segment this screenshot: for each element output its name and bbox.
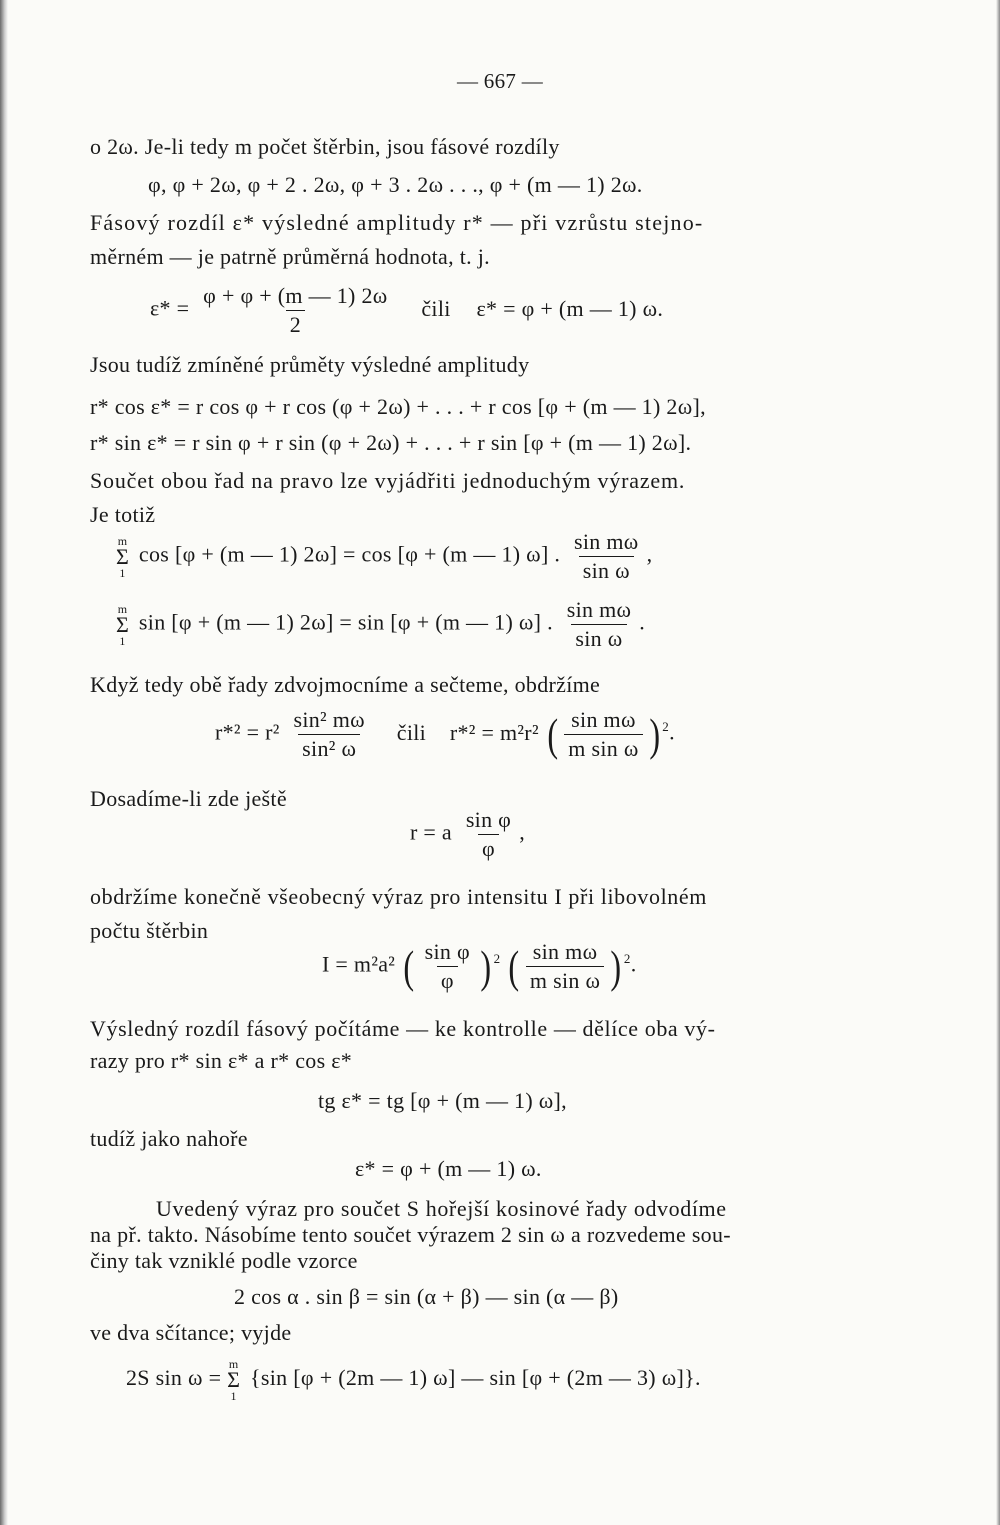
- equation-product-formula: 2 cos α . sin β = sin (α + β) — sin (α — β): [234, 1284, 619, 1309]
- text-line-10: Když tedy obě řady zdvojmocníme a sečteme, obdržíme: [90, 672, 601, 697]
- eq1-numerator: φ + φ + (m — 1) 2ω: [203, 283, 388, 308]
- text-line-1: o 2ω. Je-li tedy m počet štěrbin, jsou fásové rozdíly: [90, 134, 560, 159]
- equation-epsilon: [150, 284, 663, 337]
- text-line-9: Je totiž: [90, 502, 156, 527]
- eq4-paren: ( $\frac{\text{sin mω}}{\text{m sin ω}}$ ): [547, 707, 660, 761]
- cos-projection: r* cos ε* = r cos φ + r cos (φ + 2ω) + . . . + r cos [φ + (m — 1) 2ω],: [90, 394, 706, 419]
- text-line-16: tudíž jako nahoře: [90, 1126, 248, 1151]
- sin-projection: r* sin ε* = r sin φ + r sin (φ + 2ω) + . . . + r sin [φ + (m — 1) 2ω].: [90, 430, 692, 455]
- text-line-3: Fásový rozdíl ε* výsledné amplitudy r* — při vzrůstu stejno-: [90, 210, 704, 235]
- text-line-15: razy pro r* sin ε* a r* cos ε*: [90, 1048, 353, 1073]
- eq1-lhs: ε* =: [150, 295, 190, 321]
- equation-sin-sum: m Σ 1 sin [φ + (m — 1) 2ω] = sin [φ + (m — 1) ω] . $\frac{\text{sin mω}}{\text{sin ω}}$ .: [116, 597, 646, 651]
- equation-2s-sin: 2S sin ω = m Σ 1 {sin [φ + (2m — 1) ω] — sin [φ + (2m — 3) ω]}.: [126, 1357, 701, 1403]
- text-line-20: ve dva sčítance; vyjde: [90, 1320, 292, 1345]
- text-line-18: na př. takto. Násobíme tento součet výrazem 2 sin ω a rozvedeme sou-: [90, 1222, 731, 1247]
- eq1-rhs: ε* = φ + (m — 1) ω.: [476, 295, 664, 321]
- text-line-11: Dosadíme-li zde ještě: [90, 786, 287, 811]
- eq3-fraction: $\frac{\text{sin mω}}{\text{sin ω}}$: [566, 597, 632, 651]
- equation-epsilon-check: ε* = φ + (m — 1) ω.: [355, 1156, 542, 1181]
- text-line-14: Výsledný rozdíl fásový počítáme — ke kontrolle — dělíce oba vý-: [90, 1016, 716, 1041]
- equation-tangent: tg ε* = tg [φ + (m — 1) ω],: [318, 1088, 567, 1113]
- eq1-denominator: 2: [286, 310, 305, 337]
- eq4-fraction: $\frac{\text{sin² mω}}{\text{sin² ω}}$: [293, 707, 365, 761]
- equation-cos-sum: m Σ 1 cos [φ + (m — 1) 2ω] = cos [φ + (m — 1) ω] . $\frac{\text{sin mω}}{\text{sin ω}}$ ,: [116, 529, 653, 583]
- sum-symbol: m Σ 1: [116, 533, 130, 580]
- sum-symbol: m Σ 1: [116, 601, 130, 648]
- equation-r-squared: r*² = r² $\frac{\text{sin² mω}}{\text{sin² ω}}$ čili r*² = m²r² ( $\frac{\text{sin mω}}{\text{m sin ω}}$ ) $^2$.: [215, 707, 675, 761]
- page-edge-shadow: [0, 0, 8, 1525]
- eq1-cili: čili: [421, 295, 451, 321]
- text-line-8: Součet obou řad na pravo lze vyjádřiti jednoduchým výrazem.: [90, 468, 686, 493]
- text-line-13: počtu štěrbin: [90, 918, 209, 943]
- eq3-left: sin [φ + (m — 1) 2ω] = sin [φ + (m — 1) ω] .: [138, 609, 553, 635]
- sum-symbol: m Σ 1: [227, 1357, 241, 1403]
- eq1-fraction: [199, 284, 391, 337]
- text-line-5: Jsou tudíž zmíněné průměty výsledné amplitudy: [90, 352, 530, 377]
- text-line-12: obdržíme konečně všeobecný výraz pro intensitu I při libovolném: [90, 884, 707, 909]
- equation-intensity: I = m²a² ( $\frac{\text{sin φ}}{\varphi}$ ) $^2$ ( $\frac{\text{sin mω}}{\text{m sin ω}}$ ) $^2$.: [322, 939, 637, 993]
- text-line-4: měrném — je patrně průměrná hodnota, t. j.: [90, 244, 490, 269]
- page-edge-right: [996, 0, 1000, 1525]
- eq2-left: cos [φ + (m — 1) 2ω] = cos [φ + (m — 1) ω] .: [138, 541, 561, 567]
- eq2-fraction: $\frac{\text{sin mω}}{\text{sin ω}}$: [574, 529, 639, 583]
- page-number: — 667 —: [456, 69, 544, 93]
- text-line-19: činy tak vzniklé podle vzorce: [90, 1248, 358, 1273]
- equation-r: r = a $\frac{\text{sin φ}}{\varphi}$ ,: [410, 807, 525, 861]
- phase-series: φ, φ + 2ω, φ + 2 . 2ω, φ + 3 . 2ω . . ., φ + (m — 1) 2ω.: [148, 172, 643, 197]
- text-line-17: Uvedený výraz pro součet S hořejší kosinové řady odvodíme: [156, 1196, 727, 1221]
